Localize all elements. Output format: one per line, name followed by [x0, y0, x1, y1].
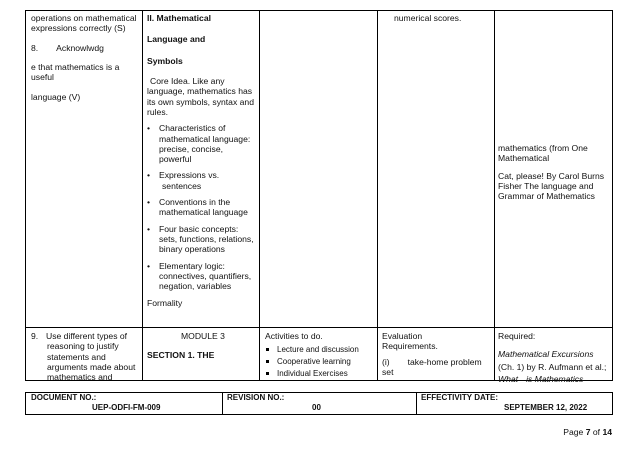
table-left-border: [25, 10, 26, 381]
evaluation-item: [382, 357, 492, 367]
effectivity-date-value: SEPTEMBER 12, 2022: [504, 403, 588, 412]
outcome-8-line: [31, 43, 139, 53]
assessment-text: numerical scores.: [394, 13, 462, 23]
outcome-word: Acknowlwdg: [56, 42, 104, 53]
page-total: 14: [602, 427, 612, 437]
list-item: [147, 123, 257, 164]
topic-heading: Language and: [147, 34, 206, 45]
row1-assessment-cell: [394, 13, 490, 23]
list-item: [265, 345, 375, 355]
reference-line: Cat, please! By Carol Burns: [498, 170, 605, 181]
row2-topics-cell: [147, 331, 257, 361]
bullet-line: binary operations: [159, 244, 225, 255]
row2-evaluation-cell: [382, 331, 492, 377]
bullet-icon: •: [147, 170, 151, 181]
bullet-line: negation, variables: [159, 281, 232, 292]
topic-heading: II. Mathematical: [147, 13, 211, 23]
page-prefix: Page: [563, 427, 586, 437]
footer-right-border: [612, 392, 613, 415]
topic-heading: Symbols: [147, 55, 183, 66]
document-number-label: DOCUMENT NO.:: [31, 393, 97, 402]
outcome-number: 9.: [31, 331, 39, 341]
core-idea-line: its own symbols, syntax and: [147, 96, 254, 107]
bullet-icon: •: [147, 123, 151, 134]
outcome-text-line: arguments made about: [47, 361, 136, 372]
outcome-text-line: e that mathematics is a: [31, 61, 120, 72]
table-col-divider-3: [377, 10, 378, 381]
table-col-divider-2: [259, 10, 260, 381]
bullet-line: mathematical language: [159, 207, 248, 218]
row2-learning-outcomes-cell: [31, 331, 141, 383]
table-col-divider-1: [142, 10, 143, 381]
bullet-line: Elementary logic:: [159, 260, 225, 271]
square-bullet-icon: [266, 372, 269, 375]
square-bullet-icon: [266, 348, 269, 351]
bullet-icon: •: [147, 197, 151, 208]
bullet-line: precise, concise,: [159, 143, 224, 154]
bullet-line: connectives, quantifiers,: [159, 270, 252, 281]
outcome-text-line: useful: [31, 72, 54, 83]
outcome-number: 8.: [31, 42, 39, 53]
list-item: [147, 197, 257, 218]
bullet-line: Conventions in the: [159, 197, 231, 208]
section-label: SECTION 1. THE: [147, 350, 215, 361]
activity-item: Individual Exercises: [277, 368, 348, 378]
core-idea-line: Core Idea. Like any: [150, 75, 225, 86]
square-bullet-icon: [266, 360, 269, 363]
row1-references-cell: [498, 143, 610, 202]
outcome-text-line: statements and: [47, 351, 106, 362]
footer-divider-2: [416, 392, 417, 415]
footer-bottom-border: [25, 414, 613, 415]
evaluation-number: (i): [382, 356, 390, 367]
list-item: [147, 224, 257, 255]
bullet-line: mathematical language:: [159, 133, 251, 144]
bullet-line: Expressions vs.: [159, 170, 220, 181]
bullet-icon: •: [147, 223, 151, 234]
footer-divider-1: [222, 392, 223, 415]
list-item: [147, 261, 257, 292]
footer-top-border: [25, 392, 613, 393]
row1-learning-outcomes-cell: [31, 13, 139, 102]
reference-line: Mathematical Excursions: [498, 349, 594, 360]
effectivity-date-label: EFFECTIVITY DATE:: [421, 393, 499, 402]
table-right-border: [612, 10, 613, 381]
topic-bullet-list: [147, 123, 257, 291]
table-top-border: [25, 10, 613, 11]
outcome-text-line: expressions correctly (S): [31, 23, 126, 34]
outcome-text-line: mathematics and: [47, 372, 113, 383]
outcome-text-line: language (V): [31, 91, 81, 102]
bullet-line: sentences: [162, 180, 202, 191]
reference-line: (Ch. 1) by R. Aufmann et al.;: [498, 361, 607, 372]
table-row-divider: [25, 327, 613, 328]
reference-word: What: [498, 373, 519, 384]
evaluation-line: Requirements.: [382, 341, 438, 352]
evaluation-line: set: [382, 366, 394, 377]
core-idea: [147, 76, 257, 117]
reference-line: Fisher The language and: [498, 180, 594, 191]
bullet-line: sets, functions, relations,: [159, 234, 254, 244]
row2-references-cell: [498, 331, 610, 384]
page-of: of: [590, 427, 603, 437]
reference-line: [498, 374, 610, 384]
reference-line: Grammar of Mathematics: [498, 191, 595, 202]
formality-label: Formality: [147, 297, 183, 308]
footer-left-border: [25, 392, 26, 415]
revision-number-value: 00: [312, 403, 321, 412]
list-item: [147, 170, 257, 191]
outcome-text-line: reasoning to justify: [47, 341, 119, 352]
evaluation-text: take-home problem: [407, 356, 482, 367]
bullet-line: powerful: [159, 154, 192, 165]
row2-activities-cell: [265, 331, 375, 380]
page-number: [563, 427, 612, 437]
bullet-line: Four basic concepts:: [159, 223, 239, 234]
revision-number-label: REVISION NO.:: [227, 393, 285, 402]
outcome-text-line: operations on mathematical: [31, 13, 137, 23]
document-number-value: UEP-ODFI-FM-009: [92, 403, 161, 412]
outcome-text-line: Use different types of: [46, 331, 128, 341]
activity-item: Lecture and discussion: [277, 345, 359, 355]
required-heading: Required:: [498, 331, 536, 341]
activities-list: [265, 345, 375, 378]
bullet-icon: •: [147, 260, 151, 271]
table-col-divider-4: [494, 10, 495, 381]
reference-line: Mathematical: [498, 153, 550, 164]
row1-topics-cell: [147, 13, 257, 308]
reference-word: is Mathematics: [526, 373, 584, 384]
core-idea-line: language, mathematics has: [147, 86, 253, 97]
reference-line: mathematics (from One: [498, 143, 588, 153]
page-current: 7: [585, 427, 591, 437]
list-item: [265, 369, 375, 379]
activity-item: Cooperative learning: [277, 356, 351, 366]
bullet-line: Characteristics of: [159, 123, 226, 134]
evaluation-line: Evaluation: [382, 331, 423, 341]
module-label: MODULE 3: [181, 331, 225, 341]
list-item: [265, 357, 375, 367]
core-idea-line: rules.: [147, 106, 169, 117]
activities-heading: Activities to do.: [265, 331, 323, 341]
